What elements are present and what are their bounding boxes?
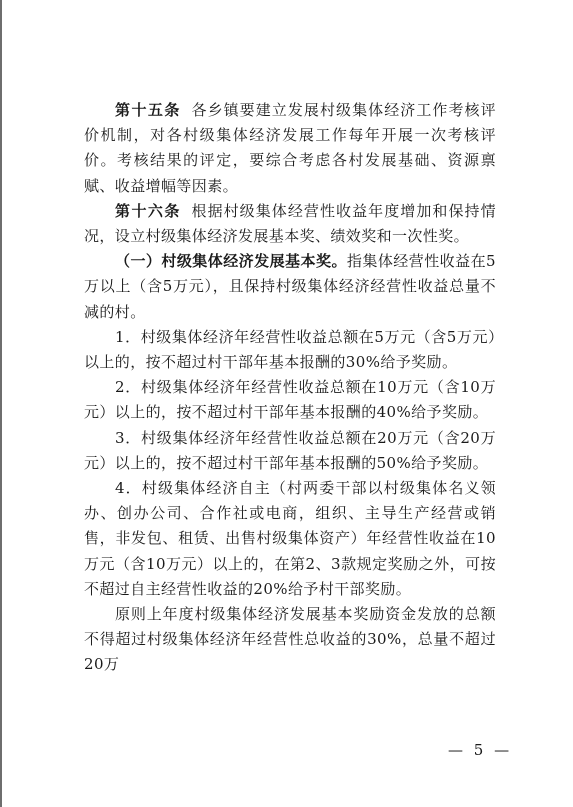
basic-award-paragraph [84,249,496,325]
page-number: — 5 — [448,741,513,759]
article-16-text: 根据村级集体经营性收益年度增加和保持情况，设立村级集体经济发展基本奖、绩效奖和一次性奖。 [84,201,496,246]
award-item-3 [84,426,496,476]
article-16-paragraph [84,199,496,249]
award-item-4 [84,476,496,602]
award-item-3-text: 3．村级集体经济年经营性收益总额在20万元（含20万元）以上的，按不超过村干部年基本报酬的50%给予奖励。 [84,428,496,472]
principle-paragraph [84,602,496,678]
basic-award-text: 指集体经营性收益在5万以上（含5万元），且保持村级集体经济经营性收益总量不减的村。 [84,252,496,321]
page-edge-line [0,0,2,807]
basic-award-heading: （一）村级集体经济发展基本奖。 [115,252,347,271]
award-item-2 [84,375,496,425]
award-item-4-text: 4．村级集体经济自主（村两委干部以村级集体名义领办、创办公司、合作社或电商，组织、主导生产经营或销售，非发包、租赁、出售村级集体资产）年经营性收益在10万元（含10万元）以上的，在第2、3款规定奖励之外，可按不超过自主经营性收益的20%给予村干部奖励。 [84,479,496,598]
article-15-heading: 第十五条 [115,101,181,119]
award-item-2-text: 2．村级集体经济年经营性收益总额在10万元（含10万元）以上的，按不超过村干部年基本报酬的40%给予奖励。 [84,378,496,422]
document-body [84,98,496,678]
award-item-1 [84,325,496,375]
article-15-text: 各乡镇要建立发展村级集体经济工作考核评价机制，对各村级集体经济发展工作每年开展一次考核评价。考核结果的评定，要综合考虑各村发展基础、资源禀赋、收益增幅等因素。 [84,101,496,195]
article-15-paragraph [84,98,496,199]
principle-text: 原则上年度村级集体经济发展基本奖励资金发放的总额不得超过村级集体经济年经营性总收益的30%，总量不超过20万 [84,605,496,674]
award-item-1-text: 1．村级集体经济年经营性收益总额在5万元（含5万元）以上的，按不超过村干部年基本报酬的30%给予奖励。 [84,327,496,372]
article-16-heading: 第十六条 [115,201,181,220]
